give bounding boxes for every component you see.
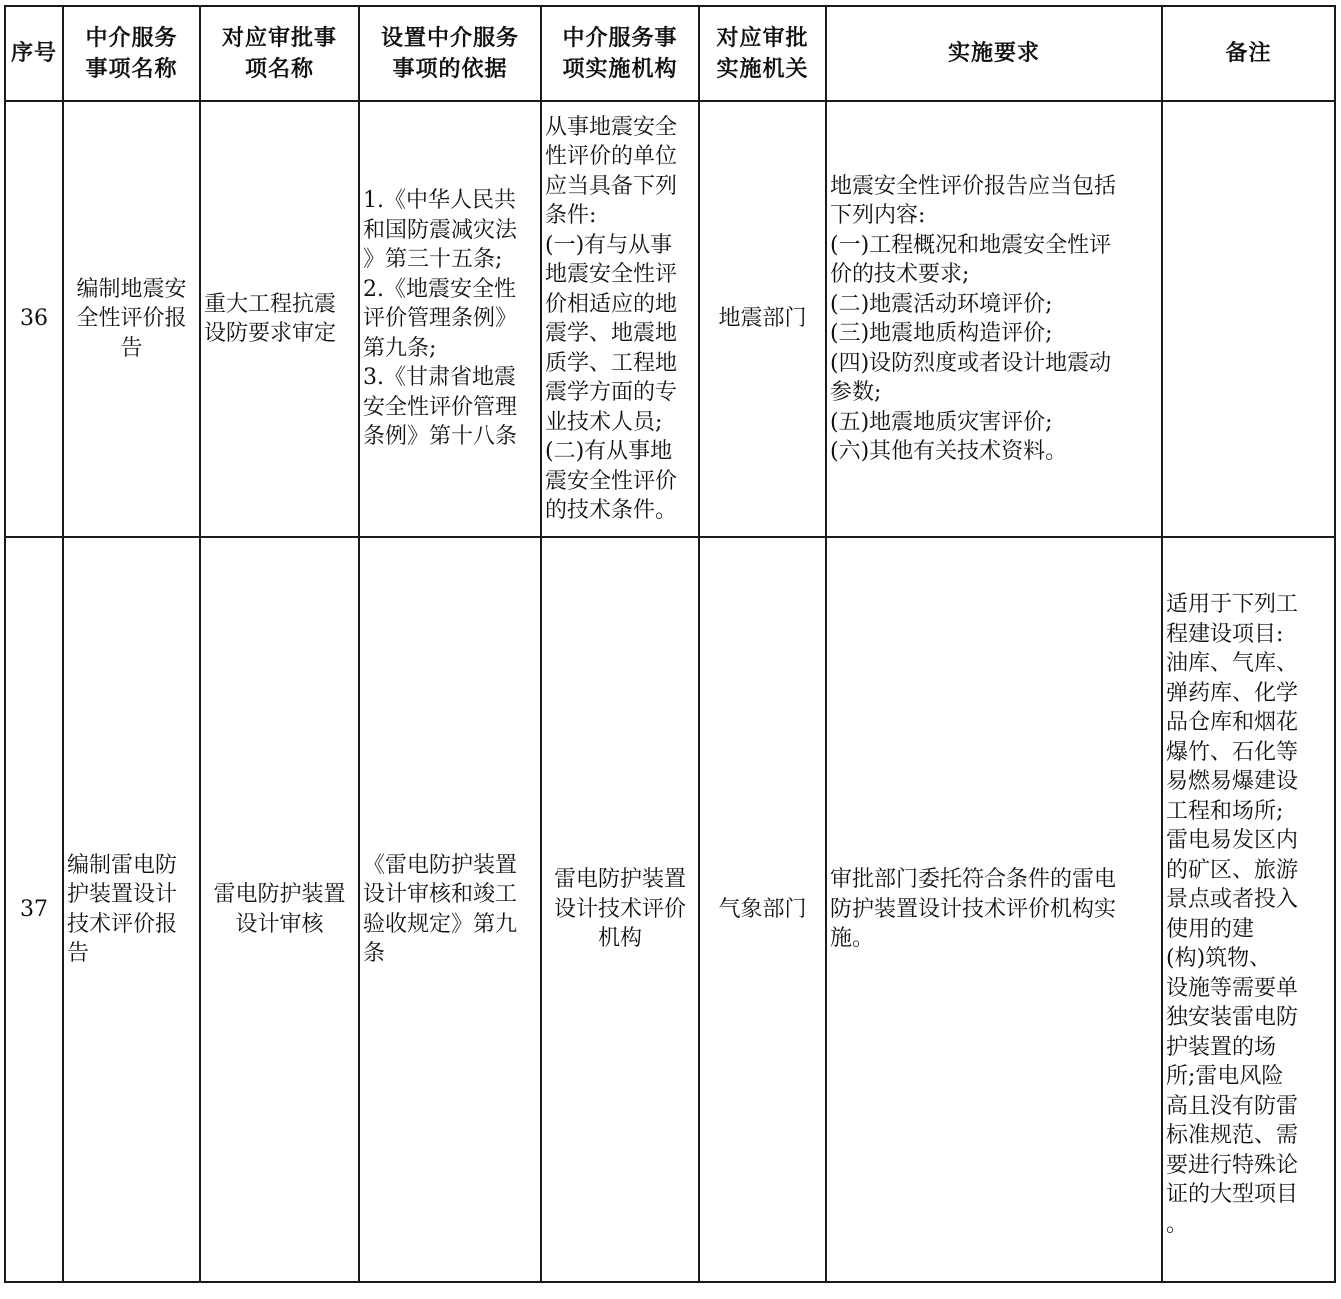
cell-basis: 《雷电防护装置 设计审核和竣工 验收规定》第九 条 — [359, 537, 541, 1282]
cell-requirements: 审批部门委托符合条件的雷电 防护装置设计技术评价机构实 施。 — [826, 537, 1162, 1282]
cell-agency: 雷电防护装置 设计技术评价 机构 — [541, 537, 699, 1282]
intermediary-services-table — [4, 5, 1336, 1283]
cell-remarks: 适用于下列工 程建设项目: 油库、气库、 弹药库、化学 品仓库和烟花 爆竹、石化等 易燃易爆建设 工程和场所; 雷电易发区内 的矿区、旅游 景点或者投入 使用的建 (构)筑物、 设施等需要单 独安装雷电防 护装置的场 所;雷电风险 高且没有防雷 标准规范、需 要进行特殊论 证的大型项目 。 — [1162, 537, 1335, 1282]
header-item-name: 中介服务 事项名称 — [63, 6, 200, 101]
cell-seq: 36 — [5, 101, 63, 537]
header-remarks: 备注 — [1162, 6, 1335, 101]
header-row — [5, 6, 1335, 101]
header-requirements: 实施要求 — [826, 6, 1162, 101]
table-row — [5, 537, 1335, 1282]
cell-item-name: 编制地震安 全性评价报 告 — [63, 101, 200, 537]
header-basis: 设置中介服务 事项的依据 — [359, 6, 541, 101]
header-seq: 序号 — [5, 6, 63, 101]
cell-authority: 气象部门 — [699, 537, 826, 1282]
cell-item-name: 编制雷电防 护装置设计 技术评价报 告 — [63, 537, 200, 1282]
header-agency: 中介服务事 项实施机构 — [541, 6, 699, 101]
header-approval-item: 对应审批事 项名称 — [200, 6, 359, 101]
cell-authority: 地震部门 — [699, 101, 826, 537]
cell-remarks — [1162, 101, 1335, 537]
cell-seq: 37 — [5, 537, 63, 1282]
cell-requirements: 地震安全性评价报告应当包括 下列内容: (一)工程概况和地震安全性评 价的技术要求; (二)地震活动环境评价; (三)地震地质构造评价; (四)设防烈度或者设计地震动 参数; (五)地震地质灾害评价; (六)其他有关技术资料。 — [826, 101, 1162, 537]
cell-approval-item: 重大工程抗震 设防要求审定 — [200, 101, 359, 537]
cell-basis: 1.《中华人民共 和国防震减灾法 》第三十五条; 2.《地震安全性 评价管理条例》 第九条; 3.《甘肃省地震 安全性评价管理 条例》第十八条 — [359, 101, 541, 537]
table-row — [5, 101, 1335, 537]
cell-approval-item: 雷电防护装置 设计审核 — [200, 537, 359, 1282]
cell-agency: 从事地震安全 性评价的单位 应当具备下列 条件: (一)有与从事 地震安全性评 价相适应的地 震学、地震地 质学、工程地 震学方面的专 业技术人员; (二)有从事地 震安全性评价 的技术条件。 — [541, 101, 699, 537]
header-authority: 对应审批 实施机关 — [699, 6, 826, 101]
